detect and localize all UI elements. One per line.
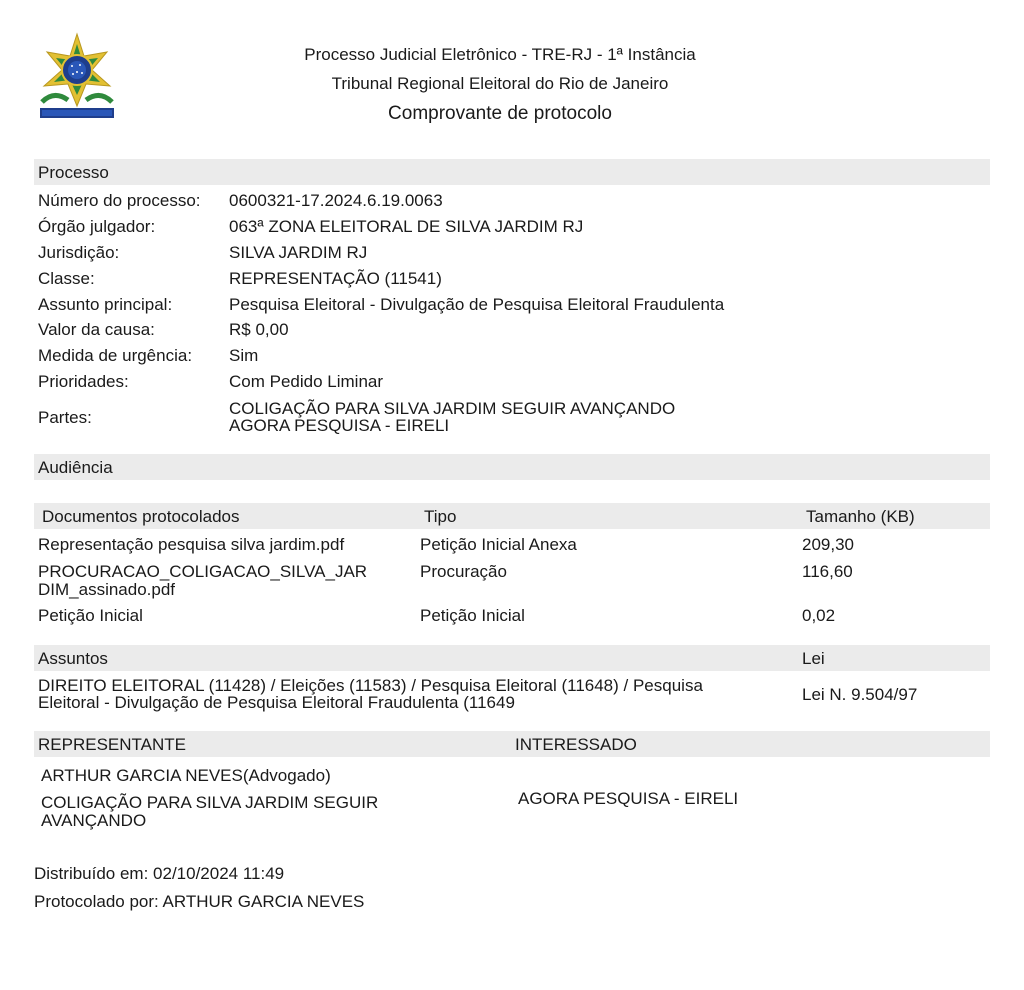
- field-value: Com Pedido Liminar: [229, 372, 384, 391]
- document-name: Petição Inicial: [38, 606, 143, 625]
- interessado-col: INTERESSADO: [515, 735, 637, 754]
- document-tamanho: 0,02: [802, 606, 836, 625]
- assunto-text: DIREITO ELEITORAL (11428) / Eleições (11583) / Pesquisa Eleitoral (11648) / Pesquisa: [38, 676, 703, 695]
- table-row: [38, 536, 988, 556]
- field-value: REPRESENTAÇÃO (11541): [229, 269, 442, 288]
- field-label: Número do processo:: [38, 191, 201, 210]
- field-value: 0600321-17.2024.6.19.0063: [229, 191, 443, 210]
- field-label: Classe:: [38, 269, 95, 288]
- field-row: [38, 320, 938, 340]
- document-tipo: Petição Inicial: [420, 606, 525, 625]
- field-value: SILVA JARDIM RJ: [229, 243, 368, 262]
- interessado-name: AGORA PESQUISA - EIRELI: [518, 789, 739, 808]
- field-row: [38, 191, 938, 211]
- document-tamanho: 116,60: [802, 562, 853, 581]
- field-value: Sim: [229, 346, 259, 365]
- documentos-col-tamanho: Tamanho (KB): [806, 507, 915, 526]
- field-label: Prioridades:: [38, 372, 129, 391]
- protocolado-por: Protocolado por: ARTHUR GARCIA NEVES: [34, 892, 365, 911]
- documentos-col-name: Documentos protocolados: [42, 507, 240, 526]
- representante-header: [34, 731, 990, 757]
- field-value: 063ª ZONA ELEITORAL DE SILVA JARDIM RJ: [229, 217, 584, 236]
- field-label: Medida de urgência:: [38, 346, 193, 365]
- field-row: [38, 243, 938, 263]
- assuntos-col: Assuntos: [38, 649, 108, 668]
- documentos-col-tipo: Tipo: [424, 507, 457, 526]
- field-row: [38, 346, 938, 366]
- document-title: Comprovante de protocolo: [388, 103, 612, 124]
- document-tipo: Petição Inicial Anexa: [420, 535, 577, 554]
- field-value: R$ 0,00: [229, 320, 289, 339]
- representante-parte: COLIGAÇÃO PARA SILVA JARDIM SEGUIR: [41, 793, 379, 812]
- assuntos-header: [34, 645, 990, 671]
- audiencia-band: [34, 454, 990, 480]
- processo-title: Processo: [38, 163, 109, 182]
- advogado-name: ARTHUR GARCIA NEVES(Advogado): [41, 766, 331, 785]
- field-value: Pesquisa Eleitoral - Divulgação de Pesquisa Eleitoral Fraudulenta: [229, 295, 725, 314]
- table-row: [38, 563, 988, 603]
- field-label: Partes:: [38, 408, 92, 427]
- field-label: Jurisdição:: [38, 243, 120, 262]
- parte-value: COLIGAÇÃO PARA SILVA JARDIM SEGUIR AVANÇANDO: [229, 399, 676, 418]
- field-row: [38, 269, 938, 289]
- distribuido-em: Distribuído em: 02/10/2024 11:49: [34, 864, 285, 883]
- representante-parte-cont: AVANÇANDO: [41, 811, 147, 830]
- processo-band: [34, 159, 990, 185]
- assuntos-row: [38, 677, 988, 717]
- field-row: [38, 372, 938, 392]
- document-name-cont: DIM_assinado.pdf: [38, 580, 176, 599]
- lei-col: Lei: [802, 649, 825, 668]
- representante-col: REPRESENTANTE: [38, 735, 186, 754]
- field-label: Órgão julgador:: [38, 217, 156, 236]
- parte-value: AGORA PESQUISA - EIRELI: [229, 416, 450, 435]
- field-row: [38, 217, 938, 237]
- partes-row: [38, 398, 938, 438]
- document-tamanho: 209,30: [802, 535, 854, 554]
- audiencia-title: Audiência: [38, 458, 113, 477]
- header-line-2: Tribunal Regional Eleitoral do Rio de Janeiro: [331, 74, 669, 93]
- field-label: Valor da causa:: [38, 320, 155, 339]
- assunto-text-cont: Eleitoral - Divulgação de Pesquisa Eleitoral Fraudulenta (11649: [38, 693, 515, 712]
- field-row: [38, 295, 938, 315]
- field-label: Assunto principal:: [38, 295, 173, 314]
- documentos-header: [34, 503, 990, 529]
- header-line-1: Processo Judicial Eletrônico - TRE-RJ - 1ª Instância: [304, 45, 696, 64]
- lei-value: Lei N. 9.504/97: [802, 685, 918, 704]
- document-name: PROCURACAO_COLIGACAO_SILVA_JAR: [38, 562, 368, 581]
- table-row: [38, 607, 988, 627]
- document-tipo: Procuração: [420, 562, 507, 581]
- document-name: Representação pesquisa silva jardim.pdf: [38, 535, 345, 554]
